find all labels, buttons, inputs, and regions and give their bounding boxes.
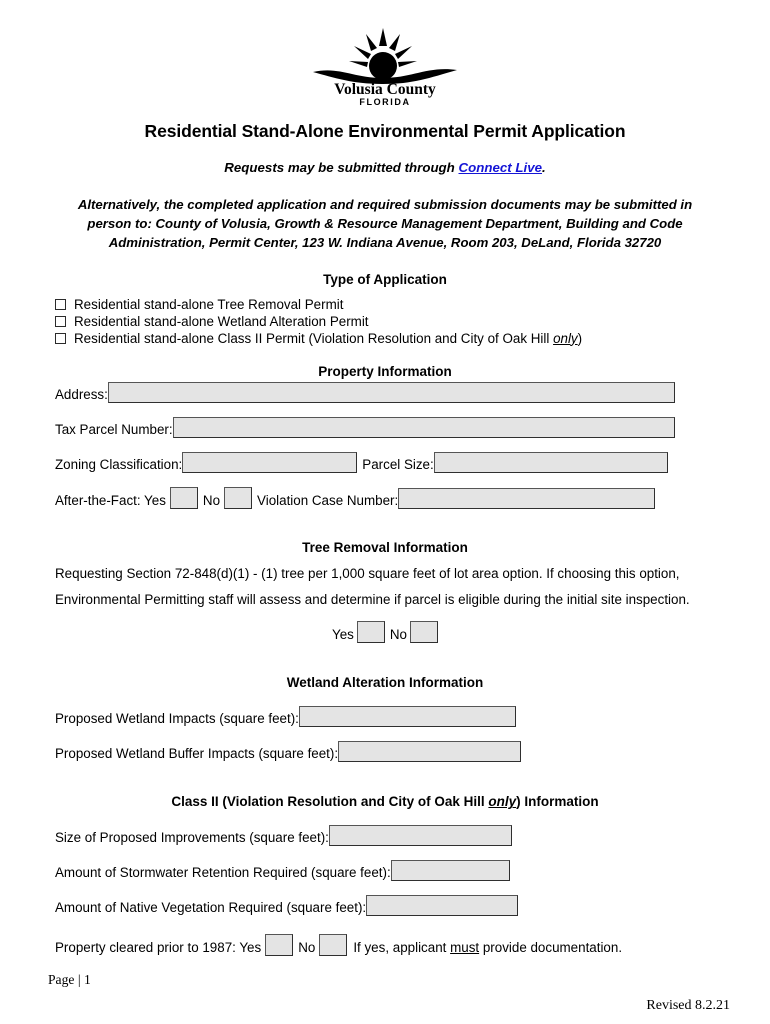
form-row-wetland-impacts	[0, 706, 770, 727]
checkbox-wetland-alteration-permit[interactable]	[55, 316, 66, 327]
note-text-emphasis: must	[450, 940, 480, 956]
county-logo	[0, 0, 770, 107]
option-class-two-text-before: Residential stand-alone Class II Permit (Violation Resolution and City of Oak Hill	[74, 330, 554, 346]
input-stormwater-retention-required[interactable]	[391, 860, 510, 881]
form-row-native-vegetation	[0, 895, 770, 916]
input-parcel-size[interactable]	[434, 452, 668, 473]
checkbox-tree-removal-permit[interactable]	[55, 299, 66, 310]
option-class-two-permit[interactable]	[55, 330, 770, 346]
section-heading-class-two	[0, 794, 770, 809]
tree-removal-paragraph-line-1: Requesting Section 72-848(d)(1) - (1) tree per 1,000 square feet of lot area option. If choosing this option,	[55, 566, 680, 582]
label-tax-parcel-number: Tax Parcel Number:	[55, 422, 173, 438]
input-size-of-proposed-improvements[interactable]	[329, 825, 512, 846]
checkbox-property-cleared-yes[interactable]	[265, 934, 293, 956]
option-tree-removal-permit[interactable]	[55, 296, 770, 312]
class-two-heading-after: ) Information	[516, 794, 599, 810]
tree-removal-yes-no-group	[0, 621, 770, 643]
footer-page-number: Page | 1	[48, 972, 91, 987]
form-row-after-the-fact	[0, 487, 770, 509]
connect-live-link[interactable]: Connect Live	[458, 160, 542, 175]
logo-state-label: FLORIDA	[359, 97, 411, 107]
label-after-the-fact-no: No	[202, 493, 221, 509]
form-row-stormwater-retention	[0, 860, 770, 881]
sunrise-logo-icon	[309, 26, 461, 98]
form-row-address	[0, 382, 770, 403]
option-label-wetland-alteration-permit: Residential stand-alone Wetland Alteration Permit	[74, 313, 369, 329]
tree-removal-paragraph-line-2: Environmental Permitting staff will assess and determine if parcel is eligible during the initial site inspection.	[55, 592, 690, 608]
form-row-tax-parcel-number	[0, 417, 770, 438]
label-property-cleared-yes: Property cleared prior to 1987: Yes	[55, 940, 262, 956]
checkbox-class-two-permit[interactable]	[55, 333, 66, 344]
checkbox-tree-removal-no[interactable]	[410, 621, 438, 643]
option-label-tree-removal-permit: Residential stand-alone Tree Removal Permit	[74, 296, 344, 312]
label-after-the-fact-yes: After-the-Fact: Yes	[55, 493, 166, 509]
form-row-proposed-improvements	[0, 825, 770, 846]
input-proposed-wetland-impacts[interactable]	[299, 706, 516, 727]
label-address: Address:	[55, 387, 108, 403]
subtitle-prefix: Requests may be submitted through	[224, 160, 459, 175]
label-tree-removal-no: No	[389, 627, 407, 643]
note-text-before: If yes, applicant	[353, 940, 451, 956]
input-zoning-classification[interactable]	[182, 452, 357, 473]
label-proposed-wetland-impacts: Proposed Wetland Impacts (square feet):	[55, 711, 299, 727]
label-property-cleared-no: No	[298, 940, 316, 956]
svg-text:Volusia County: Volusia County	[334, 81, 436, 98]
option-class-two-emphasis: only	[553, 330, 578, 346]
option-class-two-text-after: )	[577, 330, 583, 346]
footer-revised-date: Revised 8.2.21	[646, 998, 730, 1013]
input-address[interactable]	[108, 382, 675, 403]
input-tax-parcel-number[interactable]	[173, 417, 675, 438]
label-violation-case-number: Violation Case Number:	[257, 493, 399, 509]
alternative-submission-paragraph: Alternatively, the completed application and required submission documents may be submitted in person to: County of Volusia, Growth & Resource Management Department, Building and Code Administration, Permit Center, 123 W. Indiana Avenue, Room 203, DeLand, Florida 32720	[77, 197, 693, 251]
input-proposed-wetland-buffer-impacts[interactable]	[338, 741, 521, 762]
label-stormwater-retention-required: Amount of Stormwater Retention Required (square feet):	[55, 865, 391, 881]
checkbox-tree-removal-yes[interactable]	[357, 621, 385, 643]
page-title: Residential Stand-Alone Environmental Permit Application	[144, 121, 626, 141]
note-documentation-required	[353, 940, 622, 956]
form-row-property-cleared-1987	[0, 934, 770, 956]
label-zoning-classification: Zoning Classification:	[55, 457, 183, 473]
label-parcel-size: Parcel Size:	[362, 457, 434, 473]
tree-removal-paragraph	[0, 561, 770, 613]
form-row-zoning-parcel-size	[0, 452, 770, 473]
application-type-option-list	[0, 296, 770, 346]
input-native-vegetation-required[interactable]	[366, 895, 518, 916]
option-label-class-two-permit	[74, 332, 582, 345]
label-native-vegetation-required: Amount of Native Vegetation Required (square feet):	[55, 900, 367, 916]
checkbox-property-cleared-no[interactable]	[319, 934, 347, 956]
option-wetland-alteration-permit[interactable]	[55, 313, 770, 329]
input-violation-case-number[interactable]	[398, 488, 655, 509]
section-heading-type-of-application: Type of Application	[323, 272, 447, 288]
submission-subtitle	[0, 160, 770, 175]
section-heading-wetland-alteration: Wetland Alteration Information	[286, 675, 484, 691]
section-heading-tree-removal: Tree Removal Information	[302, 540, 468, 556]
class-two-heading-emphasis: only	[488, 794, 517, 810]
label-tree-removal-yes: Yes	[332, 627, 354, 643]
checkbox-after-the-fact-yes[interactable]	[170, 487, 198, 509]
note-text-after: provide documentation.	[479, 940, 623, 956]
label-size-of-proposed-improvements: Size of Proposed Improvements (square feet):	[55, 830, 329, 846]
section-heading-property-information: Property Information	[318, 364, 452, 380]
form-row-wetland-buffer-impacts	[0, 741, 770, 762]
subtitle-suffix: .	[542, 160, 546, 175]
class-two-heading-before: Class II (Violation Resolution and City of Oak Hill	[171, 794, 489, 810]
label-proposed-wetland-buffer-impacts: Proposed Wetland Buffer Impacts (square feet):	[55, 746, 339, 762]
checkbox-after-the-fact-no[interactable]	[224, 487, 252, 509]
